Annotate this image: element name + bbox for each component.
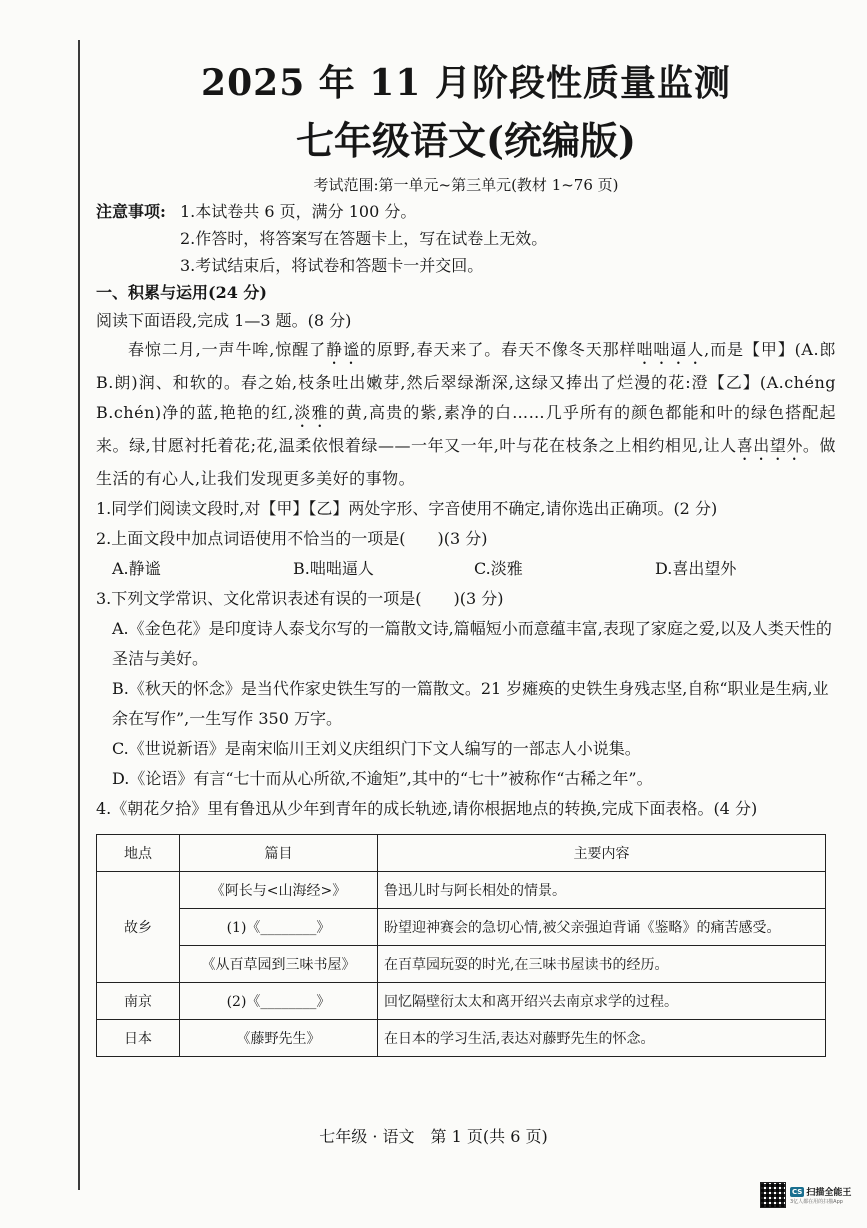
table-cell-title: (2)《________》 [180,983,378,1020]
table-cell-content: 在日本的学习生活,表达对藤野先生的怀念。 [378,1020,826,1057]
question-1: 1.同学们阅读文段时,对【甲】【乙】两处字形、字音使用不确定,请你选出正确项。(2 分) [96,499,718,518]
passage-text: ,而是【甲】(A.郎 B.朗)润、和软的。春之始,枝条吐出嫩芽,然后翠绿渐深,这绿又捧出了烂漫的花:澄【乙】(A.chéng B.chén)净的蓝,艳艳的红, [96,340,853,422]
table-header: 篇目 [180,835,378,872]
exam-subtitle: 七年级语文(统编版) [296,118,636,163]
dotted-word: 淡雅 [293,403,329,422]
table-cell-title: 《阿长与<山海经>》 [180,872,378,909]
table-row [97,909,826,946]
question-2: 2.上面文段中加点词语使用不恰当的一项是( )(3 分) [96,529,488,548]
camscanner-logo-icon: CS [792,1187,803,1196]
option-d: D.《论语》有言“七十而从心所欲,不逾矩”,其中的“七十”被称作“古稀之年”。 [112,769,653,788]
question-4-table [96,834,826,1057]
reading-passage [96,335,853,494]
option-a: A.静谧 [112,559,161,578]
table-header-row [97,835,826,872]
option-b: B.《秋天的怀念》是当代作家史铁生写的一篇散文。21 岁瘫痪的史铁生身残志坚,自称“职业是生病,业余在写作”,一生写作 350 万字。 [112,679,829,728]
table-cell-content: 盼望迎神赛会的急切心情,被父亲强迫背诵《鉴略》的痛苦感受。 [378,909,826,946]
table-cell-content: 鲁迅儿时与阿长相处的情景。 [378,872,826,909]
table-row [97,872,826,909]
note-item: 2.作答时，将答案写在答题卡上，写在试卷上无效。 [180,229,548,248]
passage-text: 春惊二月,一声牛哞,惊醒了 [128,340,327,359]
section-heading: 一、积累与运用(24 分) [96,283,267,302]
exam-page [96,58,853,1057]
dotted-word: 咄咄逼人 [636,340,705,359]
page-footer: 七年级 · 语文 第 1 页(共 6 页) [319,1127,548,1146]
exam-scope: 考试范围:第一单元~第三单元(教材 1~76 页) [313,176,619,194]
passage-text: 的黄,高贵的紫,素净的白……几乎所有的颜色都能和叶的绿色搭配起来。绿,甘愿衬托着花;花,温柔依恨着绿——一年又一年,叶与花在枝条之上相约相见,让人 [96,403,836,455]
dotted-word: 喜出望外 [736,436,803,455]
table-cell-place: 南京 [97,983,180,1020]
table-row [97,983,826,1020]
binding-line [78,40,80,1190]
exam-title: 2025 年 11 月阶段性质量监测 [201,62,731,104]
table-cell-place: 日本 [97,1020,180,1057]
dotted-word: 静谧 [326,340,360,359]
option-b: B.咄咄逼人 [293,559,374,578]
table-row [97,946,826,983]
table-cell-content: 在百草园玩耍的时光,在三味书屋读书的经历。 [378,946,826,983]
question-4: 4.《朝花夕拾》里有鲁迅从少年到青年的成长轨迹,请你根据地点的转换,完成下面表格。(4 分) [96,799,758,818]
scanner-label [790,1185,851,1205]
table-cell-title: 《藤野先生》 [180,1020,378,1057]
option-c: C.淡雅 [474,559,523,578]
scanner-watermark [760,1182,851,1208]
table-cell-title: (1)《________》 [180,909,378,946]
scanner-sub: 3亿人都在用的扫描App [790,1199,843,1205]
passage-text: 。做生活的有心人,让我们发现更多美好的事物。 [96,436,836,488]
option-a: A.《金色花》是印度诗人泰戈尔写的一篇散文诗,篇幅短小而意蕴丰富,表现了家庭之爱,以及人类天性的圣洁与美好。 [112,619,832,668]
question-3: 3.下列文学常识、文化常识表述有误的一项是( )(3 分) [96,589,504,608]
passage-text: 的原野,春天来了。春天不像冬天那样 [359,340,637,359]
notes-block [96,198,836,279]
qr-code-icon [760,1182,786,1208]
scanner-name: 扫描全能王 [806,1188,852,1198]
notes-label: 注意事项: [96,202,166,221]
option-d: D.喜出望外 [655,559,737,578]
table-row [97,1020,826,1057]
table-cell-title: 《从百草园到三味书屋》 [180,946,378,983]
reading-instruction: 阅读下面语段,完成 1—3 题。(8 分) [96,311,352,330]
table-cell-place: 故乡 [97,872,180,983]
note-item: 1.本试卷共 6 页，满分 100 分。 [180,202,417,221]
question-2-options [96,554,836,584]
option-c: C.《世说新语》是南宋临川王刘义庆组织门下文人编写的一部志人小说集。 [112,739,641,758]
table-cell-content: 回忆隔壁衍太太和离开绍兴去南京求学的过程。 [378,983,826,1020]
table-header: 地点 [97,835,180,872]
note-item: 3.考试结束后，将试卷和答题卡一并交回。 [180,256,484,275]
table-header: 主要内容 [378,835,826,872]
